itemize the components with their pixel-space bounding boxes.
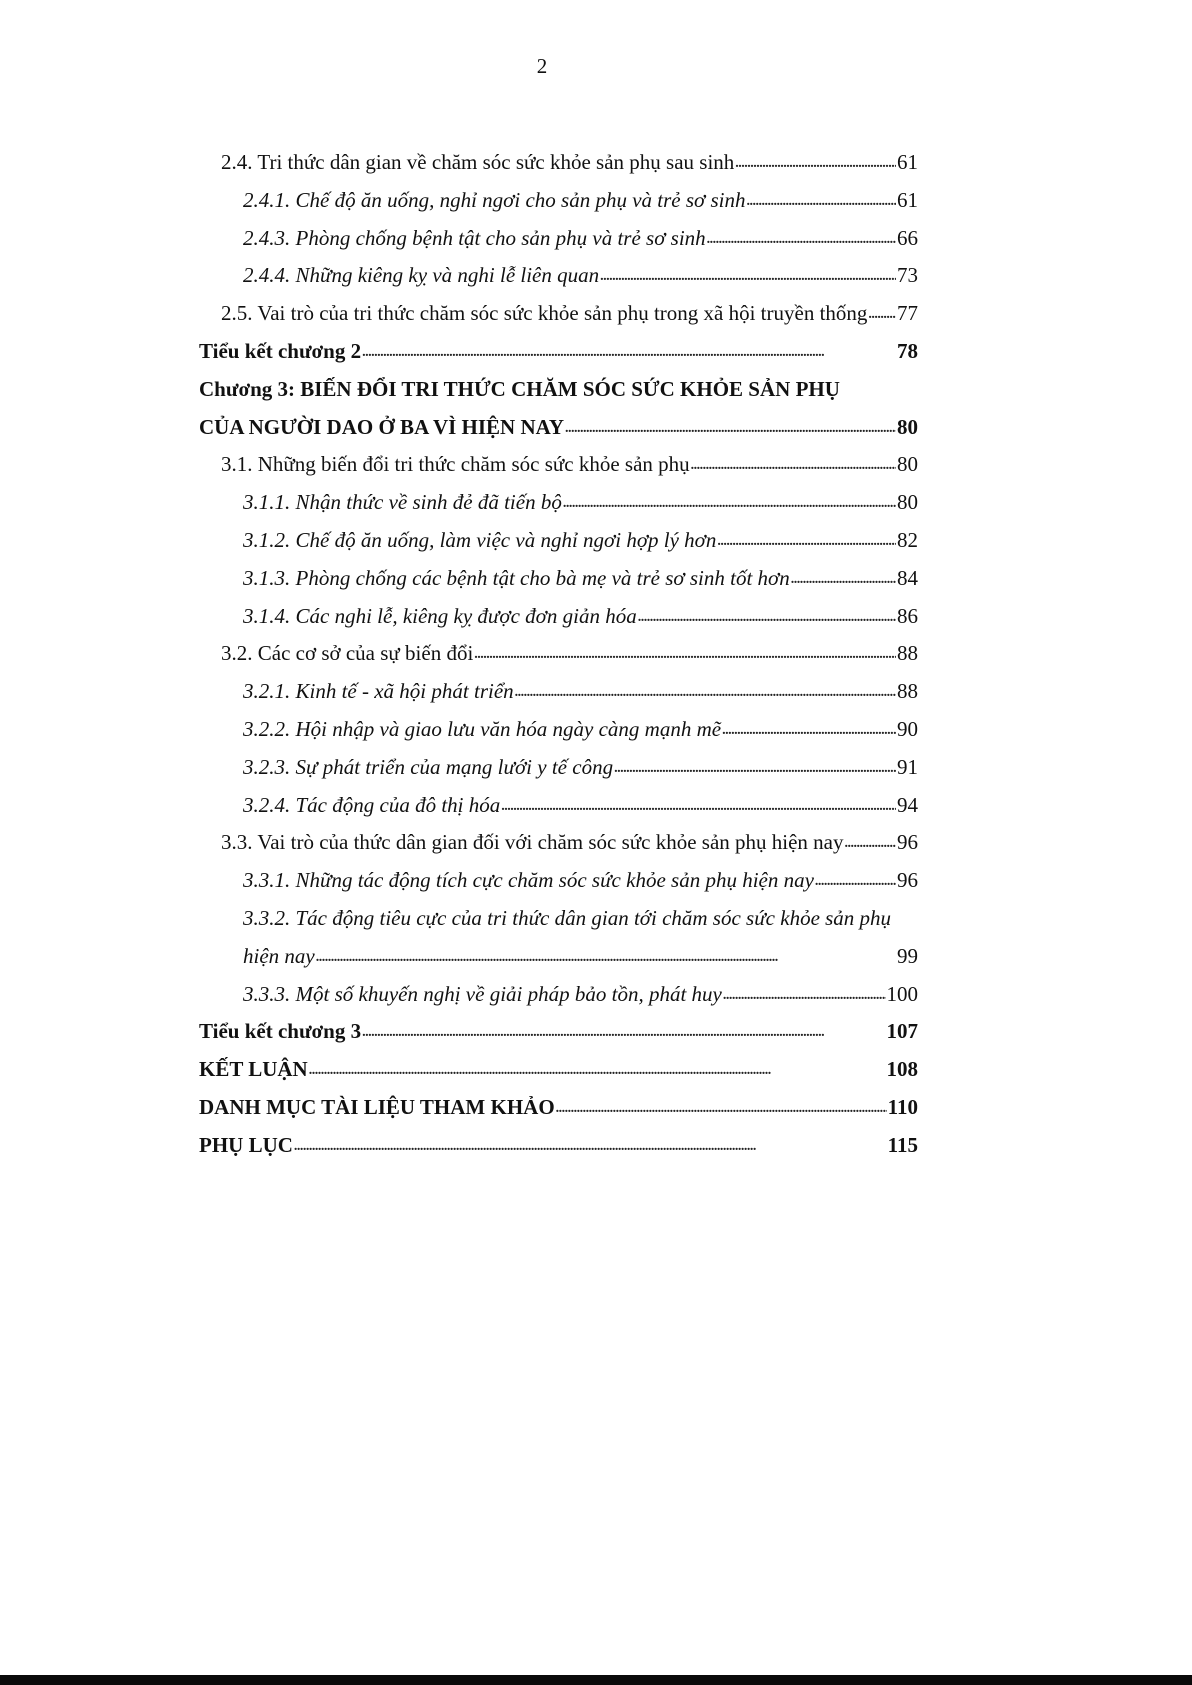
toc-entry-page: 82 [897, 527, 918, 552]
toc-entry-title: 3.2.3. Sự phát triển của mạng lưới y tế công [243, 754, 614, 779]
dot-leader [868, 299, 896, 324]
toc-entry[interactable] [199, 415, 918, 453]
toc-entry[interactable] [199, 717, 918, 755]
dot-leader [474, 639, 896, 664]
toc-entry[interactable] [199, 755, 918, 793]
toc-entry-page: 77 [897, 301, 918, 326]
toc-entry-title: Chương 3: BIẾN ĐỔI TRI THỨC CHĂM SÓC SỨC KHỎE SẢN PHỤ [199, 376, 840, 401]
toc-entry-page: 110 [887, 1094, 918, 1119]
toc-entry-title: 3.2.1. Kinh tế - xã hội phát triển [243, 679, 514, 704]
dot-leader [362, 337, 896, 362]
toc-entry-title: Tiểu kết chương 3 [199, 1019, 362, 1044]
toc-entry-title: DANH MỤC TÀI LIỆU THAM KHẢO [199, 1094, 555, 1119]
dot-leader [746, 186, 896, 211]
dot-leader [723, 980, 886, 1005]
toc-entry-title: 3.1.2. Chế độ ăn uống, làm việc và nghỉ ngơi hợp lý hơn [243, 527, 717, 552]
toc-entry-page: 91 [897, 754, 918, 779]
dot-leader [565, 413, 896, 438]
table-of-contents [199, 150, 918, 1171]
toc-entry-page: 99 [897, 943, 918, 968]
toc-entry-page: 78 [897, 338, 918, 363]
toc-entry-title: 3.3.2. Tác động tiêu cực của tri thức dân gian tới chăm sóc sức khỏe sản phụ [243, 905, 892, 930]
toc-entry[interactable] [199, 339, 918, 377]
toc-entry-page: 80 [897, 452, 918, 477]
toc-entry[interactable] [199, 793, 918, 831]
toc-entry[interactable] [199, 830, 918, 868]
dot-leader [735, 148, 896, 173]
toc-entry-title: 3.1. Những biến đổi tri thức chăm sóc sức khỏe sản phụ [221, 452, 690, 477]
dot-leader [309, 1055, 886, 1080]
dot-leader [515, 677, 896, 702]
dot-leader [563, 488, 896, 513]
dot-leader [600, 261, 896, 286]
toc-entry[interactable] [199, 566, 918, 604]
dot-leader [501, 791, 896, 816]
dot-leader [638, 602, 896, 627]
toc-entry-title: hiện nay [243, 943, 315, 968]
dot-leader [791, 564, 896, 589]
toc-entry-page: 115 [887, 1132, 918, 1157]
toc-entry-page: 84 [897, 565, 918, 590]
toc-entry[interactable] [199, 226, 918, 264]
bottom-edge-bar [0, 1675, 1192, 1685]
toc-entry-page: 100 [886, 981, 918, 1006]
toc-entry-page: 80 [897, 414, 918, 439]
toc-entry[interactable] [199, 528, 918, 566]
toc-entry-title: 3.2.4. Tác động của đô thị hóa [243, 792, 501, 817]
toc-entry-page: 88 [897, 679, 918, 704]
toc-entry-title: 2.4.1. Chế độ ăn uống, nghỉ ngơi cho sản phụ và trẻ sơ sinh [243, 187, 746, 212]
toc-entry[interactable] [199, 868, 918, 906]
toc-entry-title: 3.3.1. Những tác động tích cực chăm sóc sức khỏe sản phụ hiện nay [243, 868, 814, 893]
toc-entry[interactable] [199, 982, 918, 1020]
dot-leader [722, 715, 896, 740]
toc-entry[interactable] [199, 1133, 918, 1171]
toc-entry[interactable] [199, 301, 918, 339]
toc-entry[interactable] [199, 1095, 918, 1133]
toc-entry[interactable] [199, 906, 918, 944]
toc-entry-page: 86 [897, 603, 918, 628]
toc-entry[interactable] [199, 188, 918, 226]
toc-entry-title: Tiểu kết chương 2 [199, 338, 362, 363]
toc-entry-page: 96 [897, 830, 918, 855]
page-number: 2 [536, 54, 548, 78]
toc-entry-title: 2.4.3. Phòng chống bệnh tật cho sản phụ và trẻ sơ sinh [243, 225, 706, 250]
toc-entry-page: 61 [897, 150, 918, 174]
toc-entry-title: 2.4.4. Những kiêng kỵ và nghi lễ liên quan [243, 263, 600, 288]
toc-entry-page: 88 [897, 641, 918, 666]
toc-entry-title: 3.3.3. Một số khuyến nghị về giải pháp bảo tồn, phát huy [243, 981, 722, 1006]
toc-entry[interactable] [199, 1019, 918, 1057]
dot-leader [294, 1131, 887, 1156]
toc-entry[interactable] [199, 604, 918, 642]
toc-entry-title: 3.2.2. Hội nhập và giao lưu văn hóa ngày càng mạnh mẽ [243, 716, 722, 741]
toc-entry-page: 90 [897, 716, 918, 741]
dot-leader [362, 1017, 885, 1042]
toc-entry-page: 61 [897, 187, 918, 212]
toc-entry[interactable] [199, 641, 918, 679]
dot-leader [717, 526, 896, 551]
toc-entry-page: 108 [886, 1057, 918, 1082]
dot-leader [556, 1093, 887, 1118]
toc-entry[interactable] [199, 490, 918, 528]
toc-entry[interactable] [199, 377, 918, 415]
toc-entry[interactable] [199, 452, 918, 490]
toc-entry-page: 73 [897, 263, 918, 288]
dot-leader [815, 866, 896, 891]
toc-entry-page: 96 [897, 868, 918, 893]
toc-entry-title: 3.3. Vai trò của thức dân gian đối với chăm sóc sức khỏe sản phụ hiện nay [221, 830, 844, 855]
toc-entry-title: 2.5. Vai trò của tri thức chăm sóc sức khỏe sản phụ trong xã hội truyền thống [221, 301, 868, 326]
dot-leader [691, 450, 896, 475]
toc-entry-page: 94 [897, 792, 918, 817]
dot-leader [845, 828, 896, 853]
toc-entry[interactable] [199, 679, 918, 717]
toc-entry-title: KẾT LUẬN [199, 1057, 308, 1082]
toc-entry-title: 3.2. Các cơ sở của sự biến đổi [221, 641, 474, 666]
dot-leader [614, 753, 896, 778]
toc-entry-title: 2.4. Tri thức dân gian về chăm sóc sức khỏe sản phụ sau sinh [221, 150, 735, 174]
dot-leader [316, 942, 896, 967]
toc-entry-title: 3.1.4. Các nghi lễ, kiêng kỵ được đơn giản hóa [243, 603, 637, 628]
toc-entry[interactable] [199, 944, 918, 982]
toc-entry-title: 3.1.1. Nhận thức về sinh đẻ đã tiến bộ [243, 490, 562, 515]
toc-entry[interactable] [199, 150, 918, 188]
dot-leader [707, 224, 896, 249]
toc-entry[interactable] [199, 263, 918, 301]
toc-entry-page: 80 [897, 490, 918, 515]
toc-entry-page: 66 [897, 225, 918, 250]
toc-entry[interactable] [199, 1057, 918, 1095]
toc-entry-page: 107 [886, 1019, 918, 1044]
toc-entry-title: 3.1.3. Phòng chống các bệnh tật cho bà mẹ và trẻ sơ sinh tốt hơn [243, 565, 790, 590]
toc-entry-title: CỦA NGƯỜI DAO Ở BA VÌ HIỆN NAY [199, 414, 565, 439]
toc-entry-title: PHỤ LỤC [199, 1132, 293, 1157]
